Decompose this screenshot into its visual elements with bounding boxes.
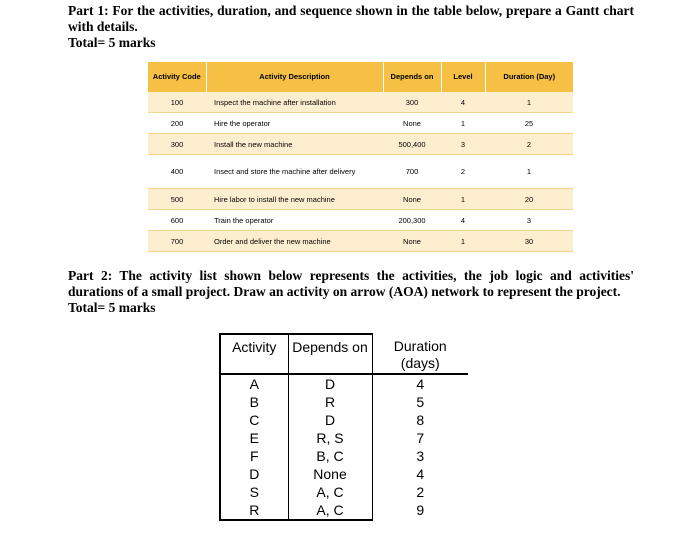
activity-code: 700 (148, 231, 206, 252)
activity-cell: D (249, 466, 260, 482)
table-row (148, 231, 573, 252)
activity-description: Hire the operator (206, 113, 383, 134)
activity-cell: A (249, 376, 259, 392)
part2-heading (68, 268, 634, 316)
depends-on: None (383, 113, 441, 134)
activity-description: Train the operator (206, 210, 383, 231)
part2-text: Part 2: The activity list shown below represents the activities, the job logic and activities' durations of a small project. Draw an activity on arrow (AOA) network to represent the project. (68, 268, 634, 299)
depends-on: None (383, 189, 441, 210)
activity-code: 100 (148, 92, 206, 113)
header-duration: Duration (Day) (485, 62, 573, 92)
header-duration-unit: (days) (400, 355, 440, 371)
header-activity: Activity (220, 334, 288, 374)
table-row (148, 189, 573, 210)
header-level: Level (441, 62, 485, 92)
activity-cell: R (249, 502, 260, 518)
activity-code: 300 (148, 134, 206, 155)
depends-on-cell: D (324, 412, 336, 428)
activity-list-header (220, 334, 468, 374)
activity-table (148, 62, 573, 252)
depends-on-cell: D (324, 376, 336, 392)
level: 2 (441, 155, 485, 189)
header-activity-code: Activity Code (148, 62, 206, 92)
depends-on-cell: B, C (316, 448, 344, 464)
duration: 2 (485, 134, 573, 155)
header-depends-on: Depends on (383, 62, 441, 92)
table-row (148, 92, 573, 113)
duration: 25 (485, 113, 573, 134)
depends-on-cell: A, C (316, 502, 344, 518)
duration-cell: 8 (416, 412, 425, 428)
part1-text: Part 1: For the activities, duration, and sequence shown in the table below, prepare a Gantt chart with details. (68, 3, 634, 34)
activity-column (220, 374, 288, 520)
depends-on-column (288, 374, 372, 520)
activity-list-body (220, 374, 468, 520)
part1-heading (68, 3, 634, 51)
activity-cell: C (249, 412, 260, 428)
duration-cell: 9 (416, 502, 425, 518)
level: 1 (441, 231, 485, 252)
duration-cell: 5 (416, 394, 425, 410)
activity-description: Insect and store the machine after delivery (206, 155, 383, 189)
table-row (148, 210, 573, 231)
duration: 20 (485, 189, 573, 210)
duration: 1 (485, 92, 573, 113)
depends-on: None (383, 231, 441, 252)
duration: 1 (485, 155, 573, 189)
level: 1 (441, 113, 485, 134)
activity-cell: F (249, 448, 259, 464)
depends-on: 300 (383, 92, 441, 113)
level: 4 (441, 92, 485, 113)
activity-code: 500 (148, 189, 206, 210)
header-activity-description: Activity Description (206, 62, 383, 92)
part1-total: Total= 5 marks (68, 35, 156, 50)
table-row (148, 134, 573, 155)
activity-description: Order and deliver the new machine (206, 231, 383, 252)
level: 3 (441, 134, 485, 155)
activity-code: 200 (148, 113, 206, 134)
activity-cell: B (249, 394, 259, 410)
duration: 3 (485, 210, 573, 231)
depends-on-cell: R, S (316, 430, 344, 446)
duration-cell: 3 (416, 448, 425, 464)
part2-total: Total= 5 marks (68, 300, 156, 315)
depends-on: 700 (383, 155, 441, 189)
duration-cell: 7 (416, 430, 425, 446)
level: 1 (441, 189, 485, 210)
activity-table-header (148, 62, 573, 92)
duration-column (372, 374, 468, 520)
activity-list-table (219, 333, 468, 521)
duration-cell: 4 (416, 376, 425, 392)
header-duration-label: Duration (393, 338, 447, 354)
level: 4 (441, 210, 485, 231)
duration-cell: 4 (416, 466, 425, 482)
activity-cell: E (249, 430, 259, 446)
header-duration-days (372, 334, 468, 374)
depends-on-cell: A, C (316, 484, 344, 500)
activity-description: Hire labor to install the new machine (206, 189, 383, 210)
duration-cell: 2 (416, 484, 425, 500)
depends-on-cell: R (324, 394, 336, 410)
activity-description: Inspect the machine after installation (206, 92, 383, 113)
table-row (148, 155, 573, 189)
depends-on-cell: None (313, 466, 347, 482)
activity-code: 400 (148, 155, 206, 189)
depends-on: 500,400 (383, 134, 441, 155)
activity-cell: S (249, 484, 259, 500)
activity-description: Install the new machine (206, 134, 383, 155)
table-row (148, 113, 573, 134)
activity-code: 600 (148, 210, 206, 231)
depends-on: 200,300 (383, 210, 441, 231)
duration: 30 (485, 231, 573, 252)
header-depends-on: Depends on (288, 334, 372, 374)
